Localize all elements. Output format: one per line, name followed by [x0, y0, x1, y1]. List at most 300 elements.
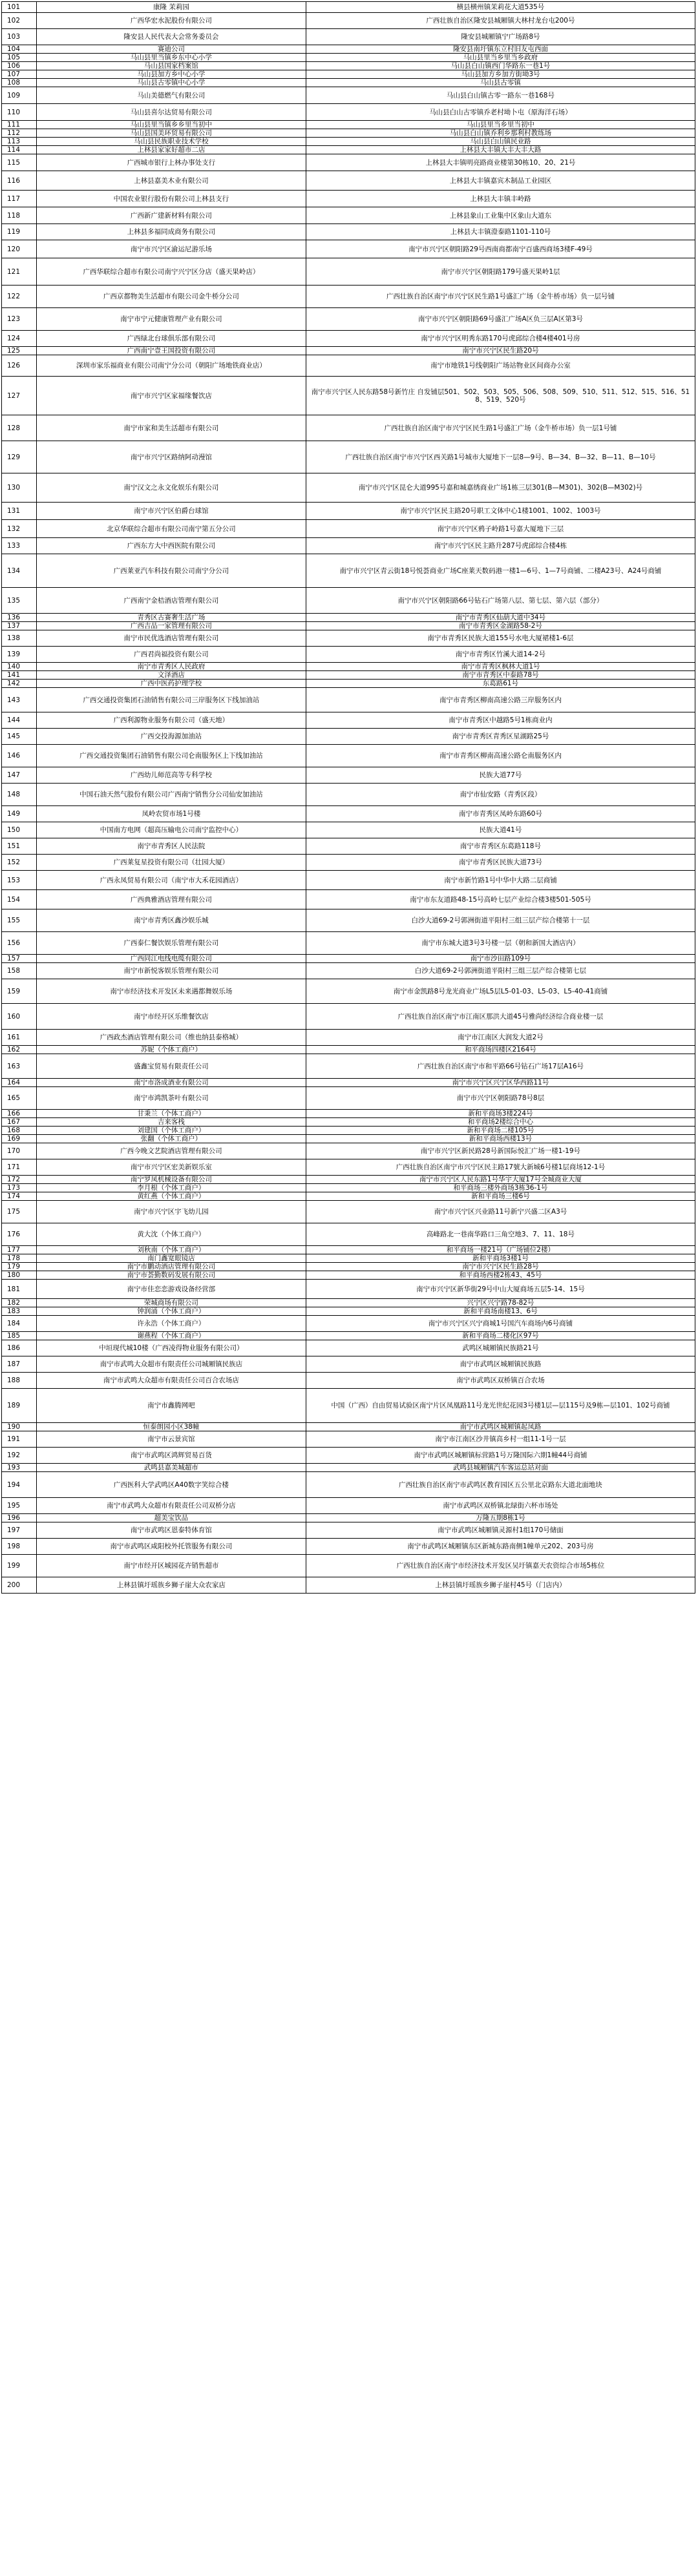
- address-cell: 南宁市兴宁区民主路升287号虎邱综合楼4栋: [306, 538, 695, 554]
- address-cell: 广西壮族自治区南宁市江南区那洪大道45号雅尚经济综合商业楼一层: [306, 1004, 695, 1030]
- table-row: [2, 207, 695, 224]
- table-row: [2, 1118, 695, 1127]
- address-cell: 马山县里当乡里当乡政府: [306, 54, 695, 62]
- row-number: 173: [2, 1184, 37, 1192]
- row-number: 157: [2, 955, 37, 963]
- row-number: 144: [2, 712, 37, 729]
- org-name-cell: 广西新广建新材料有限公司: [36, 207, 306, 224]
- address-cell: 南宁市兴宁区明秀东路170号虎邱综合楼4楼401号房: [306, 331, 695, 347]
- address-cell: 广西壮族自治区南宁市兴宁区西关路1号城市大厦地下一层8—9号、B—34、B—32、B—11、B—10号: [306, 441, 695, 473]
- table-row: [2, 1431, 695, 1448]
- address-cell: 南宁市兴宁区人民东路58号新竹庄 自发铺层501、502、503、505、506、508、509、510、511、512、515、516、518、519、520号: [306, 377, 695, 415]
- address-cell: 民族大道77号: [306, 767, 695, 784]
- address-cell: 隆安县城厢镇宁广场路8号: [306, 29, 695, 45]
- address-cell: 南宁市青秀区凤岭东路60号: [306, 806, 695, 822]
- address-cell: 南宁市兴宁区兴业路11号新宁兴盛二区A3号: [306, 1201, 695, 1223]
- org-name-cell: 广西华宏水泥股份有限公司: [36, 13, 306, 29]
- address-cell: 新和平商场三楼6号: [306, 1192, 695, 1201]
- table-row: [2, 1448, 695, 1464]
- address-cell: 隆安县南圩镇东立村旧友屯西面: [306, 45, 695, 54]
- row-number: 187: [2, 1356, 37, 1373]
- row-number: 196: [2, 1514, 37, 1522]
- org-name-cell: 马山县民族职业技术学校: [36, 138, 306, 146]
- row-number: 149: [2, 806, 37, 822]
- address-cell: 南宁市青秀区民族大道155号水电大厦裙楼1-6层: [306, 630, 695, 647]
- table-row: [2, 554, 695, 588]
- org-name-cell: 广西同江电线电缆有限公司: [36, 955, 306, 963]
- table-row: [2, 29, 695, 45]
- address-cell: 万隆五期8栋1号: [306, 1514, 695, 1522]
- row-number: 143: [2, 688, 37, 712]
- row-number: 108: [2, 79, 37, 87]
- table-row: [2, 955, 695, 963]
- row-number: 110: [2, 104, 37, 121]
- row-number: 135: [2, 588, 37, 614]
- table-row: [2, 979, 695, 1004]
- table-row: [2, 671, 695, 680]
- row-number: 176: [2, 1223, 37, 1246]
- address-cell: 上林县大丰镇丰岭路: [306, 191, 695, 207]
- table-row: [2, 286, 695, 308]
- address-cell: 上林县镇圩瑶族乡狮子崖村45号（门店内）: [306, 1577, 695, 1594]
- address-cell: 新和平商场二楼化区97号: [306, 1332, 695, 1340]
- table-row: [2, 855, 695, 871]
- row-number: 182: [2, 1299, 37, 1307]
- org-name-cell: 南宁市荟勤数码发展有限公司: [36, 1271, 306, 1280]
- row-number: 163: [2, 1054, 37, 1079]
- row-number: 113: [2, 138, 37, 146]
- address-cell: 南宁市青秀区民族大道73号: [306, 855, 695, 871]
- org-name-cell: 南宁市武鸣区咸阳校外托管服务有限公司: [36, 1539, 306, 1555]
- address-cell: 南宁市兴宁区朝阳路179号盛天果岭1层: [306, 258, 695, 286]
- table-row: [2, 45, 695, 54]
- row-number: 151: [2, 838, 37, 855]
- org-name-cell: 南宁市家和美生活超市有限公司: [36, 415, 306, 441]
- address-cell: 上林县大丰镇澄泰路1101-110号: [306, 224, 695, 240]
- address-cell: 南宁市兴宁区新民路28号新国际悦汇广场一楼1-19号: [306, 1143, 695, 1159]
- table-row: [2, 1316, 695, 1332]
- address-cell: 广西壮族自治区南宁市兴宁区民生路1号盛汇广场（金牛桥市场）负一层号铺: [306, 286, 695, 308]
- row-number: 175: [2, 1201, 37, 1223]
- org-name-cell: 广西交通投资集团石油销售有限公司仑南服务区上下线加油站: [36, 745, 306, 767]
- row-number: 122: [2, 286, 37, 308]
- table-row: [2, 1356, 695, 1373]
- row-number: 180: [2, 1271, 37, 1280]
- org-name-cell: 广西东方大中西医院有限公司: [36, 538, 306, 554]
- org-name-cell: 青秀区古赛奢生活广场: [36, 614, 306, 622]
- address-cell: 南宁市青秀区东葛路118号: [306, 838, 695, 855]
- row-number: 111: [2, 121, 37, 129]
- address-cell: 高峰路北一巷南华路口三角空地3、7、11、18号: [306, 1223, 695, 1246]
- org-name-cell: 南宁市兴宁区伯爵台球馆: [36, 503, 306, 520]
- org-name-cell: 赛迪公司: [36, 45, 306, 54]
- row-number: 123: [2, 308, 37, 331]
- org-name-cell: 深圳市家乐福商业有限公司南宁分公司（朝阳广场地铁商业店）: [36, 355, 306, 377]
- row-number: 142: [2, 680, 37, 688]
- table-row: [2, 622, 695, 630]
- row-number: 170: [2, 1143, 37, 1159]
- table-row: [2, 1223, 695, 1246]
- address-table: [1, 1, 695, 1594]
- address-cell: 南宁市沙田路109号: [306, 955, 695, 963]
- table-row: [2, 1464, 695, 1472]
- org-name-cell: 文泽酒店: [36, 671, 306, 680]
- org-name-cell: 马山县喜尔达贸易有限公司: [36, 104, 306, 121]
- row-number: 172: [2, 1176, 37, 1184]
- org-name-cell: 广西交投海源加油站: [36, 729, 306, 745]
- row-number: 174: [2, 1192, 37, 1201]
- row-number: 136: [2, 614, 37, 622]
- row-number: 198: [2, 1539, 37, 1555]
- row-number: 153: [2, 871, 37, 890]
- table-row: [2, 614, 695, 622]
- table-row: [2, 806, 695, 822]
- table-row: [2, 1159, 695, 1176]
- table-row: [2, 121, 695, 129]
- org-name-cell: 上林县嘉美木业有限公司: [36, 171, 306, 191]
- row-number: 137: [2, 622, 37, 630]
- org-name-cell: 恒泰朗园小区38幢: [36, 1423, 306, 1431]
- table-row: [2, 1332, 695, 1340]
- table-row: [2, 871, 695, 890]
- org-name-cell: 南宁市兴宁区家福缘餐饮店: [36, 377, 306, 415]
- address-cell: 马山县白山镇民业路: [306, 138, 695, 146]
- org-name-cell: 广西医科大学武鸣区A40数字笑综合楼: [36, 1472, 306, 1498]
- org-name-cell: 南宁市武鸣大众超市有限责任公司城厢镇民族店: [36, 1356, 306, 1373]
- address-cell: 南宁市江南区沙井镇高乡村一组11-1号一层: [306, 1431, 695, 1448]
- row-number: 139: [2, 647, 37, 663]
- table-row: [2, 79, 695, 87]
- table-row: [2, 240, 695, 258]
- table-body: [2, 2, 695, 1594]
- org-name-cell: 中垣现代城10楼（广西凌得物业服务有限公司）: [36, 1340, 306, 1356]
- address-cell: 南宁市兴宁区新华街29号中山大厦商场五层5-14、15号: [306, 1280, 695, 1299]
- address-cell: 南宁市武鸣区城厢镇灵源村1组170号储面: [306, 1522, 695, 1539]
- table-row: [2, 154, 695, 171]
- address-cell: 白沙大道69-2号郭洲街道平阳村三组三层产综合楼第七层: [306, 963, 695, 979]
- address-cell: 东葛路61号: [306, 680, 695, 688]
- table-row: [2, 1087, 695, 1110]
- table-row: [2, 87, 695, 104]
- address-cell: 南宁市兴宁区兴宁区华西路11号: [306, 1079, 695, 1087]
- address-cell: 兴宁区兴宁路78-82号: [306, 1299, 695, 1307]
- org-name-cell: 谢燕程（个体工商户）: [36, 1332, 306, 1340]
- address-cell: 广西壮族自治区南宁市兴宁区民生路1号盛汇广场（金牛桥市场）负一层1号铺: [306, 415, 695, 441]
- table-row: [2, 767, 695, 784]
- row-number: 169: [2, 1135, 37, 1143]
- row-number: 138: [2, 630, 37, 647]
- table-row: [2, 1246, 695, 1254]
- table-row: [2, 712, 695, 729]
- org-name-cell: 南宁市兴宁区渝运尼游乐场: [36, 240, 306, 258]
- row-number: 156: [2, 932, 37, 955]
- address-cell: 马山县古零镇: [306, 79, 695, 87]
- table-row: [2, 1135, 695, 1143]
- row-number: 164: [2, 1079, 37, 1087]
- org-name-cell: 南宁市云景宾馆: [36, 1431, 306, 1448]
- table-row: [2, 729, 695, 745]
- org-name-cell: 广西京都物美生活超市有限公司金牛桥分公司: [36, 286, 306, 308]
- org-name-cell: 南宁市经开区乐维餐饮店: [36, 1004, 306, 1030]
- org-name-cell: 甘秉兰（个体工商户）: [36, 1110, 306, 1118]
- org-name-cell: 南宁市鑫腾网吧: [36, 1389, 306, 1423]
- org-name-cell: 南宁汉文之永文化娱乐有限公司: [36, 473, 306, 503]
- org-name-cell: 广西永凤贸易有限公司（南宁市大禾花园酒店）: [36, 871, 306, 890]
- table-row: [2, 1263, 695, 1271]
- org-name-cell: 康隆 茉莉园: [36, 2, 306, 13]
- table-row: [2, 1280, 695, 1299]
- row-number: 150: [2, 822, 37, 838]
- address-cell: 南宁市青秀区中泰路78号: [306, 671, 695, 680]
- table-row: [2, 70, 695, 79]
- table-row: [2, 1127, 695, 1135]
- address-cell: 横县横州镇茉莉花大道535号: [306, 2, 695, 13]
- row-number: 126: [2, 355, 37, 377]
- table-row: [2, 1307, 695, 1316]
- table-row: [2, 1539, 695, 1555]
- table-row: [2, 377, 695, 415]
- table-row: [2, 1373, 695, 1389]
- org-name-cell: 南宁市兴宁区宇飞幼儿园: [36, 1201, 306, 1223]
- address-cell: 民族大道41号: [306, 822, 695, 838]
- org-name-cell: 广西城市银行上林办事处支行: [36, 154, 306, 171]
- row-number: 152: [2, 855, 37, 871]
- row-number: 161: [2, 1030, 37, 1046]
- table-row: [2, 503, 695, 520]
- org-name-cell: 马山县国美环贸易有限公司: [36, 129, 306, 138]
- org-name-cell: 中国农业银行股份有限公司上林县支行: [36, 191, 306, 207]
- address-cell: 白沙大道69-2号郭洲街道平阳村三组三层产综合楼第十一层: [306, 909, 695, 932]
- address-cell: 武鸣区城厢镇民族路21号: [306, 1340, 695, 1356]
- table-row: [2, 62, 695, 70]
- address-cell: 南宁市兴宁区民生路28号: [306, 1263, 695, 1271]
- row-number: 145: [2, 729, 37, 745]
- org-name-cell: 马山县里当镇乡乡里当初中: [36, 121, 306, 129]
- org-name-cell: 南宁市兴宁区宏美新娱乐室: [36, 1159, 306, 1176]
- table-row: [2, 1192, 695, 1201]
- org-name-cell: 钟润涌（个体工商户）: [36, 1307, 306, 1316]
- address-cell: 马山县加方乡加方街坳3号: [306, 70, 695, 79]
- row-number: 166: [2, 1110, 37, 1118]
- table-row: [2, 1498, 695, 1514]
- org-name-cell: 刘秋南（个体工商户）: [36, 1246, 306, 1254]
- row-number: 189: [2, 1389, 37, 1423]
- address-cell: 南宁市兴宁区朝阳路78号8层: [306, 1087, 695, 1110]
- table-row: [2, 1110, 695, 1118]
- org-name-cell: 上林县镇圩瑶族乡狮子崖大众农家店: [36, 1577, 306, 1594]
- row-number: 155: [2, 909, 37, 932]
- row-number: 121: [2, 258, 37, 286]
- address-cell: 南宁市武鸣区城厢镇东区新城东路南侧1幢单元202、203号房: [306, 1539, 695, 1555]
- address-cell: 和平商场四楼区2164号: [306, 1046, 695, 1054]
- org-name-cell: 马山美德燃气有限公司: [36, 87, 306, 104]
- address-cell: 南宁市武鸣区城厢镇起凤路: [306, 1423, 695, 1431]
- address-cell: 南宁市兴宁区鸦子岭路1号嘉大厦地下三层: [306, 520, 695, 538]
- address-cell: 上林县大丰镇嘉宾木制品工业园区: [306, 171, 695, 191]
- address-cell: 马山县白山镇西门华路东一巷1号: [306, 62, 695, 70]
- row-number: 183: [2, 1307, 37, 1316]
- row-number: 125: [2, 347, 37, 355]
- row-number: 146: [2, 745, 37, 767]
- address-cell: 南宁市兴宁区朝阳路66号钻石广场第八层、第七层、第六层（部分）: [306, 588, 695, 614]
- row-number: 199: [2, 1555, 37, 1577]
- address-cell: 和平商场三楼外商场3栋36-1号: [306, 1184, 695, 1192]
- table-row: [2, 588, 695, 614]
- address-cell: 南宁市武鸣区城厢镇民族路: [306, 1356, 695, 1373]
- row-number: 133: [2, 538, 37, 554]
- org-name-cell: 广西交通投资集团石油销售有限公司三岸服务区下线加油站: [36, 688, 306, 712]
- table-row: [2, 1472, 695, 1498]
- row-number: 120: [2, 240, 37, 258]
- address-cell: 南宁市青秀区金湖路58-2号: [306, 622, 695, 630]
- row-number: 105: [2, 54, 37, 62]
- org-name-cell: 广西华联综合超市有限公司南宁兴宁区分店（盛天果岭店）: [36, 258, 306, 286]
- org-name-cell: 马山县国家档案馆: [36, 62, 306, 70]
- org-name-cell: 广西莱复星投资有限公司（壮园大厦）: [36, 855, 306, 871]
- org-name-cell: 凤岭农贸市场1号楼: [36, 806, 306, 822]
- row-number: 102: [2, 13, 37, 29]
- address-cell: 广西壮族自治区南宁市兴宁区民主路17號大新城6号楼1层商场12-1号: [306, 1159, 695, 1176]
- address-cell: 南宁市东友道路48-15号高岭七层产业综合楼3楼501-505号: [306, 890, 695, 909]
- table-row: [2, 415, 695, 441]
- org-name-cell: 南宁市青秀区人民法院: [36, 838, 306, 855]
- row-number: 186: [2, 1340, 37, 1356]
- table-row: [2, 630, 695, 647]
- org-name-cell: 南宁市青秀区鑫沙娱乐城: [36, 909, 306, 932]
- table-row: [2, 1046, 695, 1054]
- row-number: 192: [2, 1448, 37, 1464]
- row-number: 185: [2, 1332, 37, 1340]
- table-row: [2, 890, 695, 909]
- address-cell: 广西壮族自治区南宁市经济技术开发区吴圩镇嘉天农资综合市场5栋位: [306, 1555, 695, 1577]
- table-row: [2, 191, 695, 207]
- address-cell: 广西壮族自治区南宁市和平路66号钻石广场17层A16号: [306, 1054, 695, 1079]
- row-number: 162: [2, 1046, 37, 1054]
- address-cell: 南宁市兴宁区民生路20号: [306, 347, 695, 355]
- org-name-cell: 广西莱亚汽车科技有限公司南宁分公司: [36, 554, 306, 588]
- table-row: [2, 520, 695, 538]
- row-number: 168: [2, 1127, 37, 1135]
- address-cell: 南宁市兴宁区昆仑大道995号嘉和城嘉绣商业广场1栋三层301(B—M301)、302(B—M302)号: [306, 473, 695, 503]
- row-number: 154: [2, 890, 37, 909]
- address-cell: 南宁市武鸣区双桥镇百合农场: [306, 1373, 695, 1389]
- address-cell: 南宁市青秀区竹溪大道14-2号: [306, 647, 695, 663]
- row-number: 148: [2, 784, 37, 806]
- org-name-cell: 刘建国（个体工商户）: [36, 1127, 306, 1135]
- address-cell: 新和平商场西楼13号: [306, 1135, 695, 1143]
- row-number: 167: [2, 1118, 37, 1127]
- table-row: [2, 1340, 695, 1356]
- address-cell: 和平商场一楼21号（广场铺位2楼）: [306, 1246, 695, 1254]
- row-number: 197: [2, 1522, 37, 1539]
- table-row: [2, 745, 695, 767]
- table-row: [2, 932, 695, 955]
- row-number: 131: [2, 503, 37, 520]
- table-row: [2, 171, 695, 191]
- address-cell: 马山县白山古零镇乔老村坳卜屯（原海洋石场）: [306, 104, 695, 121]
- table-row: [2, 129, 695, 138]
- org-name-cell: 南宁市洛成酒业有限公司: [36, 1079, 306, 1087]
- address-cell: 和平商场2楼综合中心: [306, 1118, 695, 1127]
- table-row: [2, 224, 695, 240]
- row-number: 129: [2, 441, 37, 473]
- address-cell: 南宁市青秀区柳南高速公路仑南服务区内: [306, 745, 695, 767]
- address-cell: 南宁市东城大道3号3号楼一层（朝和新国大酒店内）: [306, 932, 695, 955]
- org-name-cell: 中国南方电网（超高压输电公司南宁监控中心）: [36, 822, 306, 838]
- org-name-cell: 广西泰仁餐饮娱乐管理有限公司: [36, 932, 306, 955]
- row-number: 159: [2, 979, 37, 1004]
- row-number: 193: [2, 1464, 37, 1472]
- address-cell: 新和平商场南楼13、6号: [306, 1307, 695, 1316]
- row-number: 179: [2, 1263, 37, 1271]
- row-number: 132: [2, 520, 37, 538]
- address-cell: 广西壮族自治区南宁市武鸣区教育园区五公里北京路东大道北面地块: [306, 1472, 695, 1498]
- table-row: [2, 784, 695, 806]
- org-name-cell: 超美宝饮品: [36, 1514, 306, 1522]
- row-number: 101: [2, 2, 37, 13]
- row-number: 109: [2, 87, 37, 104]
- org-name-cell: 南宁市民优选酒店管理有限公司: [36, 630, 306, 647]
- org-name-cell: 武鸣县嘉美城超市: [36, 1464, 306, 1472]
- org-name-cell: 南宁市佳恋恋游戏设备经营部: [36, 1280, 306, 1299]
- org-name-cell: 荣城商场有限公司: [36, 1299, 306, 1307]
- org-name-cell: 马山县古零镇中心小学: [36, 79, 306, 87]
- org-name-cell: 盛鑫宝贸易有限责任公司: [36, 1054, 306, 1079]
- org-name-cell: 广西中医药护理学校: [36, 680, 306, 688]
- row-number: 130: [2, 473, 37, 503]
- address-cell: 南宁市金凯路8号龙光商业广场L5层L5-01-03、L5-03、L5-40-41商铺: [306, 979, 695, 1004]
- row-number: 184: [2, 1316, 37, 1332]
- table-row: [2, 331, 695, 347]
- row-number: 147: [2, 767, 37, 784]
- address-cell: 南宁市新竹路1号中华中大路二层商铺: [306, 871, 695, 890]
- table-row: [2, 2, 695, 13]
- address-cell: 南宁市兴宁区朝阳路69号盛汇广场A区负三层A区第3号: [306, 308, 695, 331]
- table-row: [2, 1299, 695, 1307]
- table-row: [2, 1079, 695, 1087]
- table-row: [2, 473, 695, 503]
- org-name-cell: 南宁市武鸣大众超市有限责任公司双桥分店: [36, 1498, 306, 1514]
- org-name-cell: 李月根（个体工商户）: [36, 1184, 306, 1192]
- table-row: [2, 1143, 695, 1159]
- address-cell: 马山县里当乡里当初中: [306, 121, 695, 129]
- row-number: 140: [2, 663, 37, 671]
- row-number: 119: [2, 224, 37, 240]
- org-name-cell: 吉来客栈: [36, 1118, 306, 1127]
- row-number: 124: [2, 331, 37, 347]
- row-number: 177: [2, 1246, 37, 1254]
- row-number: 106: [2, 62, 37, 70]
- address-cell: 南宁市武鸣区双桥镇北绿街六杯市场处: [306, 1498, 695, 1514]
- address-cell: 南宁市青秀区青秀区星湖路25号: [306, 729, 695, 745]
- table-row: [2, 538, 695, 554]
- table-row: [2, 838, 695, 855]
- table-row: [2, 1577, 695, 1594]
- address-cell: 新和平商场二楼105号: [306, 1127, 695, 1135]
- org-name-cell: 张翻（个体工商户）: [36, 1135, 306, 1143]
- org-name-cell: 南宁市兴宁区路纳阿动漫馆: [36, 441, 306, 473]
- row-number: 188: [2, 1373, 37, 1389]
- org-name-cell: 广西政杰酒店管理有限公司（维也纳县泰格城）: [36, 1030, 306, 1046]
- table-row: [2, 54, 695, 62]
- org-name-cell: 广西南宁壹王国投资有限公司: [36, 347, 306, 355]
- address-cell: 新和平商场3楼224号: [306, 1110, 695, 1118]
- address-cell: 南宁市武鸣区城厢镇标营路1号万隆国际六期1幢44号商铺: [306, 1448, 695, 1464]
- row-number: 160: [2, 1004, 37, 1030]
- org-name-cell: 苏妮（个体工商户）: [36, 1046, 306, 1054]
- table-row: [2, 441, 695, 473]
- org-name-cell: 南宁市武鸣大众超市有限责任公司百合农场店: [36, 1373, 306, 1389]
